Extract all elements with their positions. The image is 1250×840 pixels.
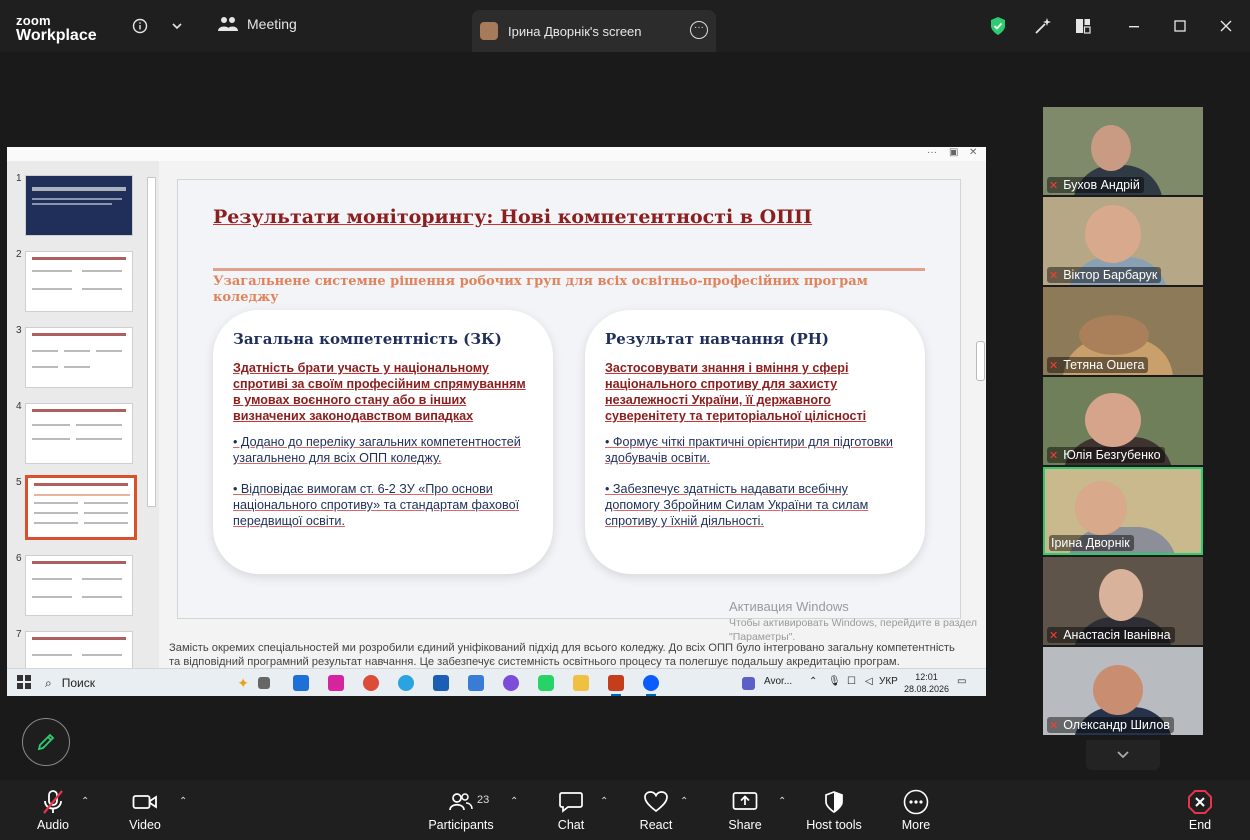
thumbnails-scrollbar[interactable] xyxy=(147,177,156,507)
participant-tile[interactable] xyxy=(1043,197,1203,285)
outlook-icon[interactable] xyxy=(293,675,309,691)
react-options-caret-icon[interactable]: ⌃ xyxy=(680,796,689,807)
slide-subtitle: Узагальнене системне рішення робочих груп для всіх освітньо-професійних програм коледжу xyxy=(213,274,868,305)
network-icon[interactable]: ☐ xyxy=(847,676,856,687)
end-call-icon xyxy=(1188,790,1212,814)
share-screen-icon xyxy=(732,791,758,813)
slide-thumbnail-2[interactable] xyxy=(25,251,133,312)
annotate-pen-button[interactable] xyxy=(22,718,70,766)
thumb-number: 2 xyxy=(16,249,22,260)
zoom-icon[interactable] xyxy=(643,675,659,691)
thumb-number: 1 xyxy=(16,173,22,184)
activation-title: Активация Windows xyxy=(729,599,849,614)
chrome-icon[interactable] xyxy=(363,675,379,691)
thumb-number: 6 xyxy=(16,553,22,564)
slide-canvas xyxy=(177,179,961,619)
participants-label: Participants xyxy=(428,818,494,832)
shared-screen-tab[interactable] xyxy=(472,10,716,52)
muted-mic-icon: ✕ xyxy=(1049,269,1059,282)
share-label: Share xyxy=(728,818,762,832)
meeting-label: Meeting xyxy=(247,16,297,32)
info-icon[interactable] xyxy=(130,16,150,36)
powerpoint-window-bar xyxy=(7,147,986,161)
sparkle-icon: ✦ xyxy=(237,674,249,691)
powerpoint-icon[interactable] xyxy=(608,675,624,691)
chevron-down-icon[interactable] xyxy=(167,16,187,36)
participant-name: Юлія Безгубенко xyxy=(1063,448,1161,462)
competence-lead: Здатність брати участь у національному спротиві за своїм професійним спрямуванням в умовах воєнного стану або в інших визначених законодавством випадках xyxy=(233,361,526,423)
participants-count-badge: 23 xyxy=(477,794,490,806)
react-label: React xyxy=(639,818,673,832)
video-label: Video xyxy=(129,818,161,832)
slide-thumbnail-3[interactable] xyxy=(25,327,133,388)
competence-heading: Загальна компетентність (ЗК) xyxy=(233,330,502,348)
chat-bubble-icon xyxy=(559,791,583,813)
participant-tile[interactable] xyxy=(1043,557,1203,645)
defender-icon[interactable] xyxy=(433,675,449,691)
participant-name: Анастасія Іванівна xyxy=(1063,628,1171,642)
activation-text: Чтобы активировать Windows, перейдите в раздел "Параметры". xyxy=(729,617,977,643)
taskbar-clock[interactable] xyxy=(904,671,949,695)
slide-thumbnail-4[interactable] xyxy=(25,403,133,464)
slide-title xyxy=(213,206,812,228)
window-close-icon[interactable]: ✕ xyxy=(969,147,978,158)
participant-tile[interactable] xyxy=(1043,647,1203,735)
react-button[interactable] xyxy=(611,788,701,832)
meeting-toolbar xyxy=(0,780,1250,840)
audio-options-caret-icon[interactable]: ⌃ xyxy=(81,796,90,807)
file-explorer-icon[interactable] xyxy=(573,675,589,691)
participant-name: Тетяна Ошега xyxy=(1063,358,1145,372)
outcome-bullet: • Забезпечує здатність надавати всебічну допомогу Збройним Силам України та силам спротиву у їхній діяльності. xyxy=(605,482,869,528)
taskbar-search[interactable] xyxy=(45,673,249,693)
chevron-down-icon xyxy=(1116,750,1130,760)
participant-name-tag xyxy=(1047,717,1174,733)
participant-name-tag xyxy=(1047,627,1175,643)
participant-tile-active[interactable] xyxy=(1043,467,1203,555)
participant-name-tag xyxy=(1047,177,1144,193)
slide-thumbnails-pane xyxy=(7,161,159,669)
security-shield-icon[interactable] xyxy=(988,16,1008,36)
thumb-number: 3 xyxy=(16,325,22,336)
people-icon xyxy=(218,16,238,32)
chat-button[interactable] xyxy=(526,788,616,832)
participant-name: Бухов Андрій xyxy=(1063,178,1140,192)
video-camera-icon xyxy=(132,793,158,811)
participant-name: Віктор Барбарук xyxy=(1063,268,1158,282)
view-layout-icon[interactable] xyxy=(1073,16,1093,36)
host-shield-icon xyxy=(824,791,844,813)
more-dots-icon xyxy=(903,789,929,815)
muted-mic-icon: ✕ xyxy=(1049,719,1059,732)
thumb-number: 4 xyxy=(16,401,22,412)
participant-tile[interactable] xyxy=(1043,377,1203,465)
clock-date: 28.08.2026 xyxy=(904,684,950,694)
thumb-number: 7 xyxy=(16,629,22,640)
participant-name: Олександр Шилов xyxy=(1063,718,1170,732)
host-tools-button[interactable] xyxy=(789,788,879,832)
thumb-number: 5 xyxy=(16,477,22,488)
audio-label: Audio xyxy=(37,818,69,832)
participant-name-tag xyxy=(1047,267,1161,283)
pen-icon xyxy=(36,732,56,752)
speaker-notes[interactable]: Замість окремих спеціальностей ми розробили єдиний уніфікований підхід для всього коледжу. До всіх ОПП було інтегровано загальну компетентність та відповідний програмний результат навчання. Це забезпечує системність освітнього процесу та полегшує подальшу акредитацію програм. xyxy=(169,642,955,668)
participant-tile[interactable] xyxy=(1043,107,1203,195)
search-icon: ⌕ xyxy=(45,675,52,690)
window-restore-icon[interactable]: ▣ xyxy=(949,147,959,158)
slide-title-prefix: Результати моніторингу: xyxy=(213,206,500,228)
title-divider xyxy=(213,268,925,271)
gallery-scroll-down-button[interactable] xyxy=(1086,740,1160,770)
host-tools-label: Host tools xyxy=(806,818,862,832)
learning-outcome-card xyxy=(585,310,925,574)
end-label: End xyxy=(1188,818,1212,832)
windows-activation-watermark xyxy=(729,599,986,644)
slide-thumbnail-1[interactable] xyxy=(25,175,133,236)
participants-button[interactable] xyxy=(416,788,506,832)
microphone-tray-icon[interactable]: 🎙 xyxy=(828,676,841,687)
language-indicator[interactable]: УКР xyxy=(879,676,898,687)
participants-icon xyxy=(449,792,473,812)
telegram-icon[interactable] xyxy=(398,675,414,691)
shared-screen xyxy=(7,147,986,696)
competence-bullet: • Відповідає вимогам ст. 6-2 ЗУ «Про основи національного спротиву» та стандартам фахової передвищої освіти. xyxy=(233,482,520,528)
video-options-caret-icon[interactable]: ⌃ xyxy=(179,796,188,807)
muted-mic-icon: ✕ xyxy=(1049,629,1059,642)
windows-start-icon[interactable] xyxy=(17,675,31,689)
clock-time: 12:01 xyxy=(915,672,938,682)
participant-name: Ірина Дворнік xyxy=(1051,536,1130,550)
brand-line-1: zoom xyxy=(16,13,51,28)
slide-thumbnail-5[interactable] xyxy=(25,475,137,540)
more-options-icon[interactable]: ··· xyxy=(690,21,708,39)
store-icon[interactable] xyxy=(468,675,484,691)
share-options-caret-icon[interactable]: ⌃ xyxy=(778,796,787,807)
window-dots-icon[interactable]: ··· xyxy=(927,147,937,158)
media-app-icon[interactable] xyxy=(742,677,755,690)
slide-scrollbar[interactable] xyxy=(975,161,986,641)
tray-chevron-icon[interactable]: ⌃ xyxy=(809,676,818,687)
more-button[interactable] xyxy=(871,788,961,832)
notifications-icon[interactable]: ▭ xyxy=(957,676,967,687)
title-bar xyxy=(0,0,1250,52)
heart-icon xyxy=(644,791,668,813)
ai-companion-icon[interactable] xyxy=(1033,16,1053,36)
windows-taskbar xyxy=(7,668,986,696)
muted-microphone-icon xyxy=(42,789,64,815)
media-label[interactable]: Avor... xyxy=(764,676,793,687)
participant-name-tag xyxy=(1047,447,1165,463)
viber-icon[interactable] xyxy=(503,675,519,691)
minimize-icon[interactable] xyxy=(1124,16,1144,36)
search-label: Поиск xyxy=(61,676,95,690)
slide-thumbnail-6[interactable] xyxy=(25,555,133,616)
chat-label: Chat xyxy=(557,818,585,832)
share-button[interactable] xyxy=(700,788,790,832)
audio-button[interactable] xyxy=(8,788,98,832)
participant-name-tag xyxy=(1047,357,1148,373)
shared-screen-title: Ірина Дворнік's screen xyxy=(508,23,642,39)
brand-line-2: Workplace xyxy=(16,27,97,44)
maximize-icon[interactable] xyxy=(1170,16,1190,36)
more-label: More xyxy=(901,818,931,832)
end-meeting-button[interactable] xyxy=(1155,788,1245,832)
chat-options-caret-icon[interactable]: ⌃ xyxy=(600,796,609,807)
outcome-lead: Застосовувати знання і вміння у сфері національного спротиву для захисту незалежності України, її державного суверенітету та територіальної цілісності xyxy=(605,361,867,423)
close-icon[interactable] xyxy=(1216,16,1236,36)
meeting-button[interactable] xyxy=(218,16,297,32)
zoom-logo xyxy=(16,14,97,44)
outcome-bullet: • Формує чіткі практичні орієнтири для підготовки здобувачів освіти. xyxy=(605,435,893,465)
task-view-icon[interactable] xyxy=(258,677,270,689)
volume-icon[interactable]: ◁ xyxy=(865,676,873,687)
muted-mic-icon: ✕ xyxy=(1049,449,1059,462)
slide-title-main: Нові компетентності в ОПП xyxy=(500,206,813,228)
competence-bullet: • Додано до переліку загальних компетентностей узагальнено для всіх ОПП коледжу. xyxy=(233,435,521,465)
video-button[interactable] xyxy=(100,788,190,832)
participants-options-caret-icon[interactable]: ⌃ xyxy=(510,796,519,807)
participant-tile[interactable] xyxy=(1043,287,1203,375)
participant-name-tag xyxy=(1049,535,1134,551)
competence-card xyxy=(213,310,553,574)
outcome-heading: Результат навчання (РН) xyxy=(605,330,830,348)
sharer-avatar xyxy=(480,22,498,40)
instagram-icon[interactable] xyxy=(328,675,344,691)
muted-mic-icon: ✕ xyxy=(1049,179,1059,192)
muted-mic-icon: ✕ xyxy=(1049,359,1059,372)
whatsapp-icon[interactable] xyxy=(538,675,554,691)
